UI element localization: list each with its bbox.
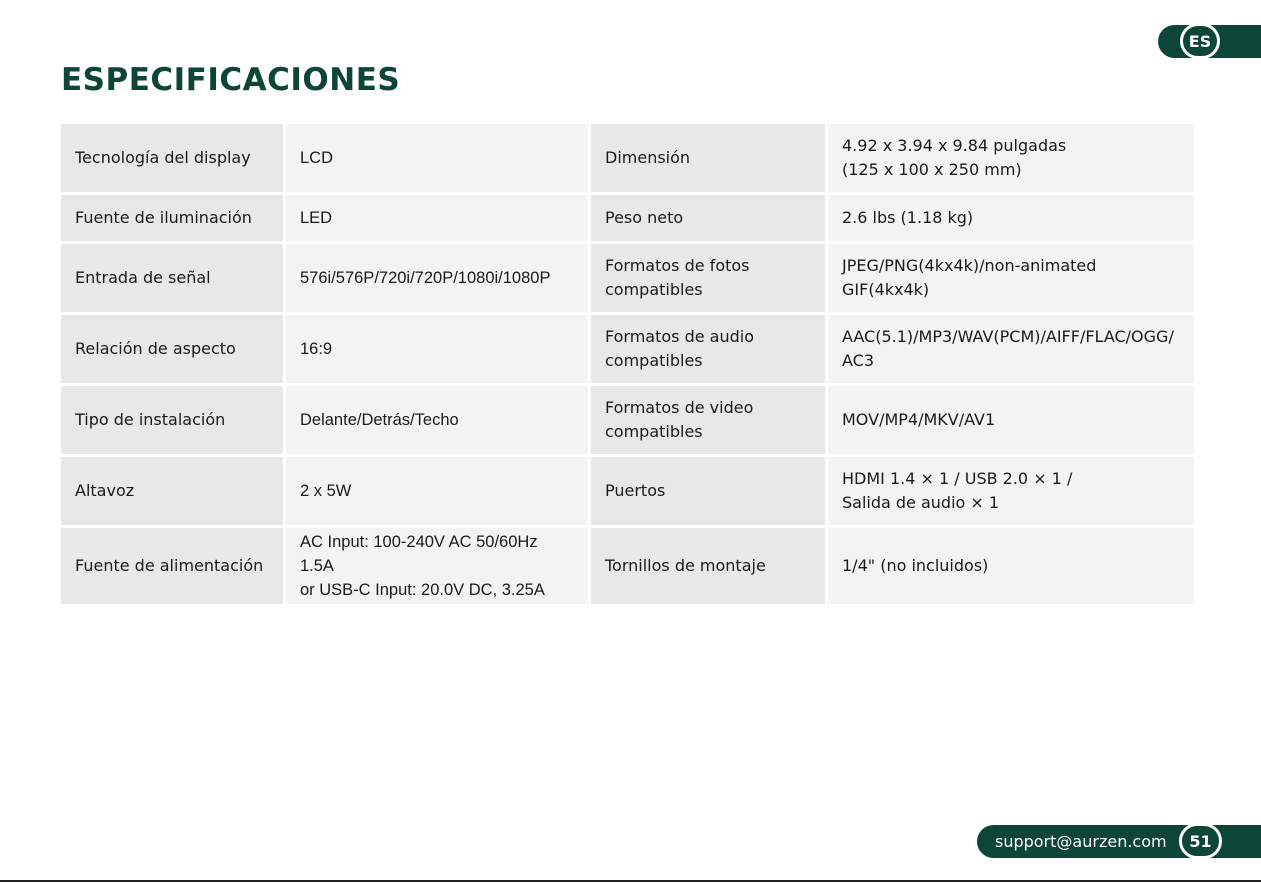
spec-value-line: 4.92 x 3.94 x 9.84 pulgadas (842, 136, 1067, 155)
spec-label (591, 315, 825, 383)
spec-label-line: Formatos de video (605, 398, 754, 417)
spec-label: Tipo de instalación (61, 386, 283, 454)
spec-label-line: Peso neto (605, 208, 684, 227)
spec-label (591, 457, 825, 525)
spec-value-line: or USB-C Input: 20.0V DC, 3.25A (300, 581, 545, 599)
spec-row (61, 457, 1194, 525)
spec-value (828, 315, 1194, 383)
spec-row (61, 315, 1194, 383)
spec-value-line: AAC(5.1)/MP3/WAV(PCM)/AIFF/FLAC/OGG/ (842, 327, 1174, 346)
spec-label-line: Puertos (605, 481, 666, 500)
spec-value-line: GIF(4kx4k) (842, 280, 930, 299)
spec-value (828, 124, 1194, 192)
spec-row (61, 244, 1194, 312)
spec-value-line: 2 x 5W (300, 482, 352, 500)
spec-label (591, 124, 825, 192)
spec-row (61, 528, 1194, 604)
spec-value-line: (125 x 100 x 250 mm) (842, 160, 1022, 179)
specifications-table (58, 121, 1197, 607)
spec-value-line: LED (300, 209, 333, 227)
spec-value-line: HDMI 1.4 × 1 / USB 2.0 × 1 / (842, 469, 1073, 488)
spec-label (591, 195, 825, 241)
spec-value-line: Salida de audio × 1 (842, 493, 1000, 512)
spec-label-line: Tornillos de montaje (605, 556, 766, 575)
spec-value-line: MOV/MP4/MKV/AV1 (842, 410, 996, 429)
spec-label-line: Dimensión (605, 148, 691, 167)
spec-value (828, 386, 1194, 454)
spec-value-line: LCD (300, 149, 334, 167)
spec-value-line: AC3 (842, 351, 875, 370)
spec-value (828, 528, 1194, 604)
spec-row (61, 386, 1194, 454)
spec-value (286, 315, 588, 383)
spec-label: Fuente de alimentación (61, 528, 283, 604)
spec-value-line: 2.6 lbs (1.18 kg) (842, 208, 974, 227)
spec-row (61, 124, 1194, 192)
support-email[interactable]: support@aurzen.com (995, 832, 1167, 851)
spec-label (591, 528, 825, 604)
spec-value-line: AC Input: 100-240V AC 50/60Hz 1.5A (300, 533, 538, 575)
spec-label-line: Formatos de fotos (605, 256, 750, 275)
spec-label-line: compatibles (605, 351, 703, 370)
spec-value-line: 576i/576P/720i/720P/1080i/1080P (300, 269, 551, 287)
spec-value (286, 386, 588, 454)
spec-label: Fuente de iluminación (61, 195, 283, 241)
spec-label-line: Formatos de audio (605, 327, 755, 346)
spec-label: Altavoz (61, 457, 283, 525)
spec-value (828, 244, 1194, 312)
spec-value (286, 457, 588, 525)
spec-label: Entrada de señal (61, 244, 283, 312)
page-number-badge: 51 (1179, 823, 1222, 859)
spec-label: Relación de aspecto (61, 315, 283, 383)
spec-value (828, 457, 1194, 525)
spec-value (286, 124, 588, 192)
spec-value-line: 16:9 (300, 340, 333, 358)
spec-label: Tecnología del display (61, 124, 283, 192)
spec-value (286, 195, 588, 241)
spec-label (591, 244, 825, 312)
spec-value (286, 244, 588, 312)
spec-value-line: Delante/Detrás/Techo (300, 411, 459, 429)
page-title: ESPECIFICACIONES (61, 62, 401, 98)
spec-value (828, 195, 1194, 241)
bottom-divider (0, 880, 1261, 882)
spec-value (286, 528, 588, 604)
spec-label-line: compatibles (605, 422, 703, 441)
spec-value-line: 1/4" (no incluidos) (842, 556, 989, 575)
language-badge: ES (1180, 23, 1220, 59)
spec-label (591, 386, 825, 454)
spec-row (61, 195, 1194, 241)
spec-label-line: compatibles (605, 280, 703, 299)
spec-value-line: JPEG/PNG(4kx4k)/non-animated (842, 256, 1097, 275)
